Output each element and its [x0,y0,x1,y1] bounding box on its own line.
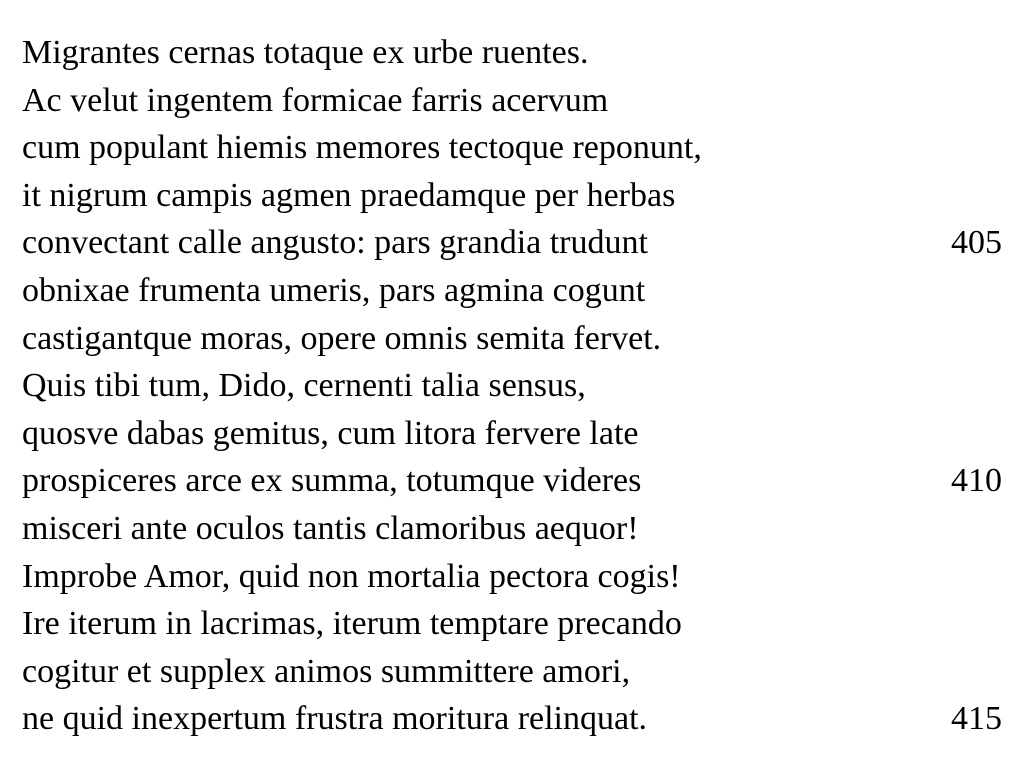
verse-line [22,600,1002,648]
line-number: 410 [951,462,1002,500]
verse-line [22,315,1002,363]
verse-text: prospiceres arce ex summa, totumque videres [22,462,642,500]
verse-text: cogitur et supplex animos summittere amori, [22,652,631,690]
verse-text: castigantque moras, opere omnis semita fervet. [22,319,662,357]
verse-line [22,553,1002,601]
verse-text: it nigrum campis agmen praedamque per herbas [22,176,676,214]
verse-text: Improbe Amor, quid non mortalia pectora cogis! [22,557,681,595]
verse-line [22,267,1002,315]
verse-text: Ac velut ingentem formicae farris acervum [22,81,609,119]
verse-line [22,124,1002,172]
verse-line [22,29,1002,77]
verse-text: quosve dabas gemitus, cum litora fervere late [22,414,639,452]
verse-text: Ire iterum in lacrimas, iterum temptare precando [22,605,682,643]
verse-line [22,219,1002,267]
verse-text: convectant calle angusto: pars grandia trudunt [22,224,648,262]
verse-text: misceri ante oculos tantis clamoribus aequor! [22,509,639,547]
line-number: 415 [951,700,1002,738]
verse-line [22,172,1002,220]
verse-text: ne quid inexpertum frustra moritura relinquat. [22,700,648,738]
verse-line [22,77,1002,125]
verse-line [22,648,1002,696]
verse-text: Migrantes cernas totaque ex urbe ruentes. [22,34,589,71]
line-number: 405 [951,224,1002,262]
verse-text: obnixae frumenta umeris, pars agmina cogunt [22,271,646,309]
verse-text: cum populant hiemis memores tectoque reponunt, [22,129,702,167]
verse-line [22,505,1002,553]
verse-line [22,695,1002,743]
verse-line [22,457,1002,505]
verse-line [22,362,1002,410]
verse-line [22,410,1002,458]
poem-text [22,29,1002,743]
verse-text: Quis tibi tum, Dido, cernenti talia sensus, [22,367,586,405]
